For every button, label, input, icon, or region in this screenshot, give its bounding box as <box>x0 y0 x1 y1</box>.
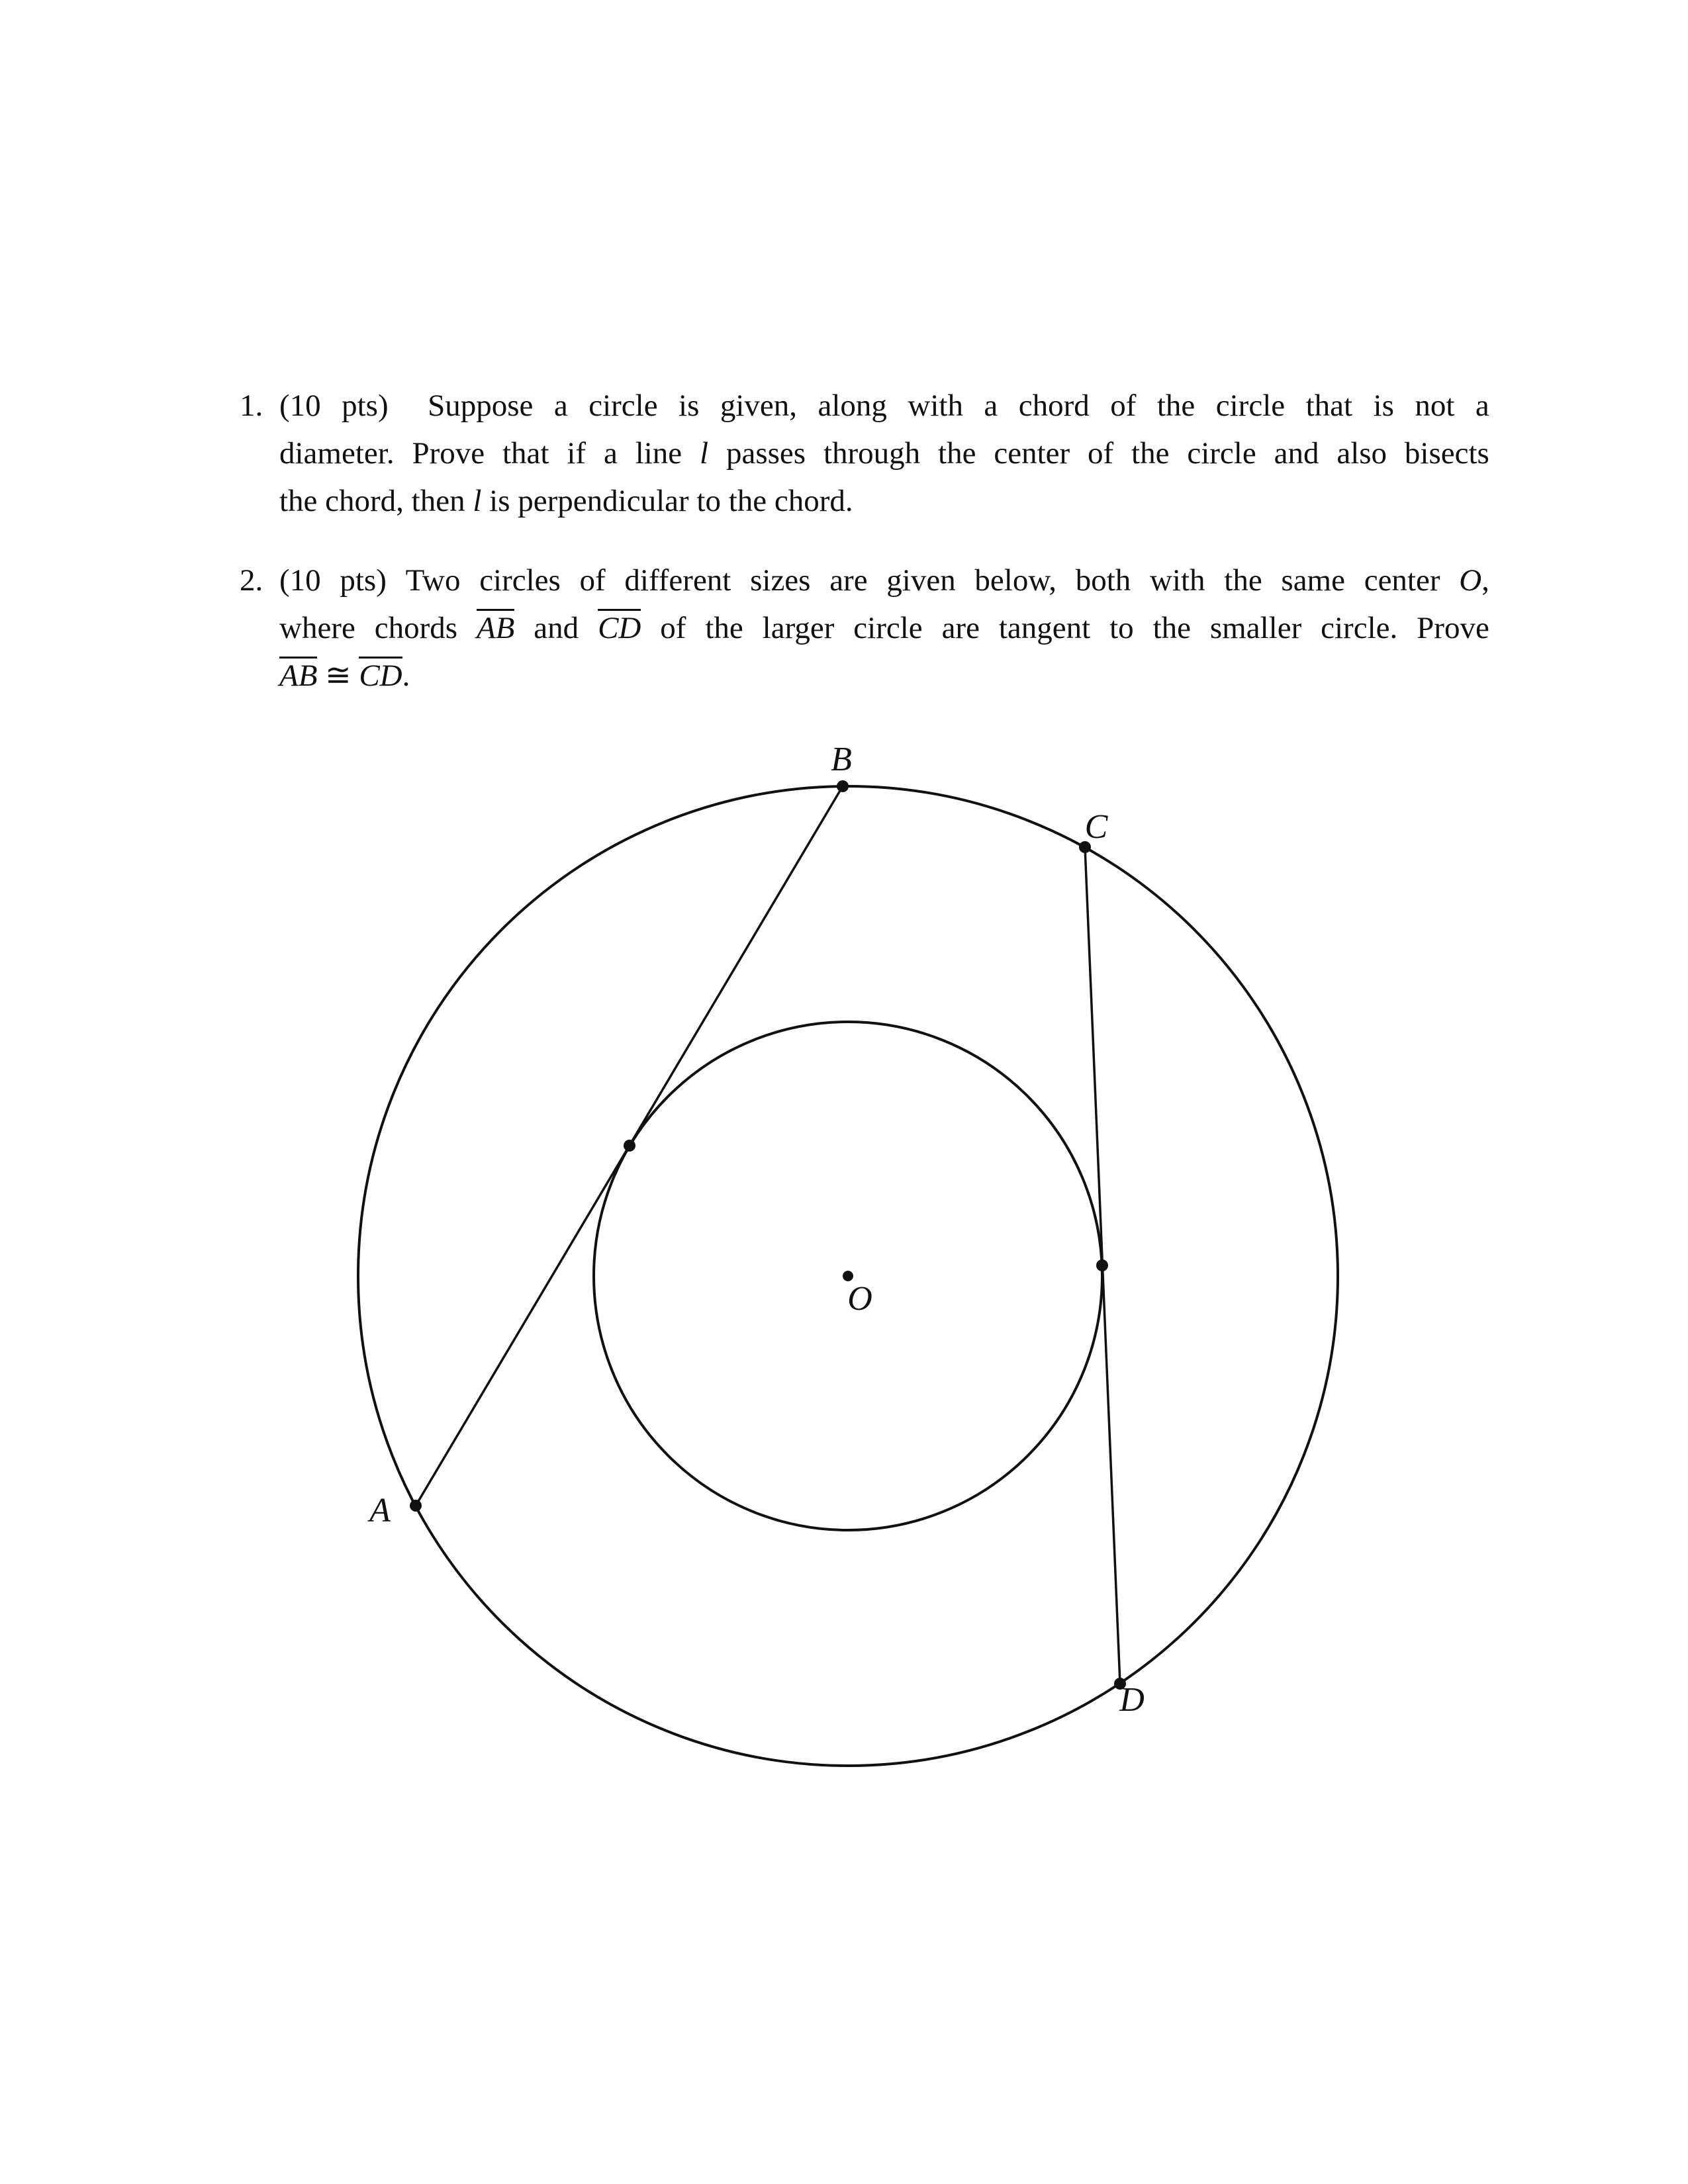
word: along <box>818 388 887 423</box>
word: smaller <box>1209 611 1302 645</box>
word: line <box>635 436 682 471</box>
point-a-dot <box>410 1500 422 1512</box>
word: larger <box>762 611 835 645</box>
problem-1-number: 1. <box>240 388 263 423</box>
word: center <box>1364 563 1440 598</box>
italic-segment: O <box>1459 563 1482 598</box>
word: the <box>1152 611 1191 645</box>
word: the <box>938 436 976 471</box>
word: given <box>886 563 956 598</box>
word: a <box>1475 388 1489 423</box>
word: both <box>1075 563 1131 598</box>
word: the <box>705 611 743 645</box>
word: are <box>829 563 868 598</box>
word: given, <box>720 388 798 423</box>
word: with <box>908 388 963 423</box>
word: Prove <box>1417 611 1489 645</box>
italic-segment: l <box>473 484 482 518</box>
word: diameter. <box>279 436 395 471</box>
word: to <box>1109 611 1134 645</box>
word: same <box>1281 563 1345 598</box>
word: with <box>1149 563 1205 598</box>
word: pts) <box>342 388 389 423</box>
word: Suppose <box>428 388 534 423</box>
word: (10 <box>279 388 321 423</box>
word: a <box>553 388 568 423</box>
problem-1-line-3: the chord, then l is perpendicular to the chord. <box>279 484 853 518</box>
word: also <box>1336 436 1387 471</box>
word: passes <box>726 436 806 471</box>
point-b-dot <box>837 780 849 792</box>
label-d: D <box>1119 1681 1145 1719</box>
word: the <box>1156 388 1196 423</box>
problem-2-number: 2. <box>240 563 263 598</box>
word: sizes <box>750 563 811 598</box>
word: and <box>534 611 579 645</box>
word: circle <box>1187 436 1256 471</box>
word: chord <box>1018 388 1090 423</box>
word: the <box>1224 563 1262 598</box>
overline-segment: CD <box>598 609 641 645</box>
word: center <box>994 436 1070 471</box>
word: circle. <box>1321 611 1398 645</box>
overline-segment: CD <box>359 657 402 692</box>
word: Two <box>405 563 461 598</box>
word: where <box>279 611 355 645</box>
word: of <box>1088 436 1114 471</box>
word: different <box>624 563 731 598</box>
word: of <box>660 611 686 645</box>
tangent-point-2-dot <box>1096 1259 1108 1271</box>
problem-2-line-3: AB ≅ CD. <box>279 652 1489 700</box>
word: the <box>1131 436 1170 471</box>
word: is <box>1373 388 1394 423</box>
word: circle <box>853 611 923 645</box>
italic-segment: l <box>700 436 709 471</box>
word: that <box>1305 388 1353 423</box>
word: of <box>1110 388 1137 423</box>
word: Prove <box>412 436 485 471</box>
word: a <box>984 388 998 423</box>
word: O, <box>1459 563 1489 598</box>
word: of <box>579 563 606 598</box>
word: circle <box>1215 388 1286 423</box>
word: that <box>502 436 549 471</box>
word: below, <box>974 563 1056 598</box>
label-o: O <box>847 1280 872 1318</box>
word: if <box>567 436 586 471</box>
label-c: C <box>1084 808 1108 846</box>
word: circles <box>479 563 561 598</box>
word: pts) <box>340 563 387 598</box>
word: is <box>679 388 700 423</box>
overline-segment: AB <box>279 657 317 692</box>
label-a: A <box>369 1492 391 1529</box>
word: bisects <box>1404 436 1489 471</box>
word: are <box>941 611 980 645</box>
overline-segment: AB <box>477 609 514 645</box>
word: not <box>1415 388 1455 423</box>
word: (10 <box>279 563 321 598</box>
label-b: B <box>831 741 852 778</box>
word: and <box>1274 436 1319 471</box>
word: chords <box>374 611 458 645</box>
tangent-point-1-dot <box>624 1140 635 1152</box>
word: tangent <box>998 611 1091 645</box>
word: circle <box>588 388 658 423</box>
word: through <box>823 436 921 471</box>
word: a <box>603 436 618 471</box>
